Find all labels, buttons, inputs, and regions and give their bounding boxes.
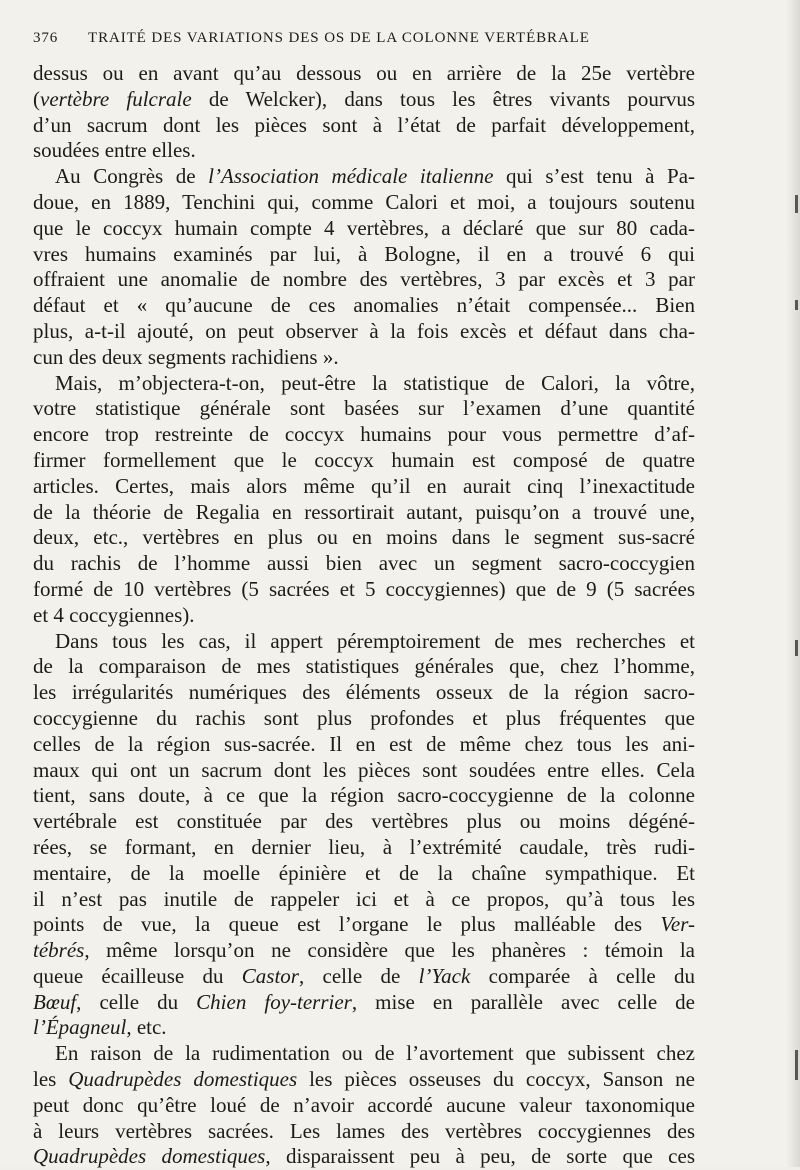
text-line: formé de 10 vertèbres (5 sacrées et 5 coccygiennes) que de 9 (5 sacrées	[33, 576, 695, 601]
paragraph-start-line: En raison de la rudimentation ou de l’avortement que subissent chez	[55, 1041, 695, 1066]
paragraph-start-line: Dans tous les cas, il appert péremptoirement de mes recherches et	[55, 628, 695, 653]
running-header	[33, 30, 743, 50]
text-line: offraient une anomalie de nombre des vertèbres, 3 par excès et 3 par	[33, 267, 695, 292]
text-line: du rachis de l’homme aussi bien avec un segment sacro-coccygien	[33, 551, 695, 576]
text-line: queue écailleuse du Castor, celle de l’Yack comparée à celle du	[33, 963, 696, 988]
text-line: de la comparaison de mes statistiques générales que, chez l’homme,	[33, 654, 695, 679]
text-line: deux, etc., vertèbres en plus ou en moins dans le segment sus-sacré	[33, 525, 695, 550]
page-edge-mark	[795, 300, 798, 310]
text-line: firmer formellement que le coccyx humain est composé de quatre	[33, 447, 695, 472]
text-line: articles. Certes, mais alors même qu’il en aurait cinq l’inexactitude	[33, 473, 695, 498]
text-line: dessus ou en avant qu’au dessous ou en arrière de la 25e vertèbre	[33, 61, 695, 85]
text-line: rées, se formant, en dernier lieu, à l’extrémité caudale, très rudi-	[33, 834, 695, 859]
text-line: tébrés, même lorsqu’on ne considère que les phanères : témoin la	[33, 938, 695, 963]
page-edge-mark	[795, 195, 798, 213]
page-edge-shadow	[786, 0, 800, 1167]
text-line: les irrégularités numériques des éléments osseux de la région sacro-	[33, 680, 695, 705]
paragraph-start-line: Mais, m’objectera-t-on, peut-être la statistique de Calori, la vôtre,	[55, 370, 695, 395]
page-number: 376	[33, 30, 59, 46]
text-line: celles de la région sus-sacrée. Il en est de même chez tous les ani-	[33, 731, 695, 756]
text-line: Bœuf, celle du Chien foy-terrier, mise en parallèle avec celle de	[33, 989, 696, 1014]
page-edge-mark	[795, 640, 798, 656]
text-line: points de vue, la queue est l’organe le plus malléable des Ver-	[33, 912, 695, 937]
text-line: d’un sacrum dont les pièces sont à l’état de parfait développement,	[33, 112, 695, 137]
text-line: votre statistique générale sont basées sur l’examen d’une quantité	[33, 396, 695, 421]
paragraph-end-line: soudées entre elles.	[33, 138, 196, 163]
text-line: défaut et « qu’aucune de ces anomalies n’était compensée... Bien	[33, 293, 695, 318]
text-line: doue, en 1889, Tenchini qui, comme Calori et moi, a toujours soutenu	[33, 189, 695, 214]
text-line: que le coccyx humain compte 4 vertèbres, a déclaré que sur 80 cada-	[33, 215, 695, 240]
text-line: vertébrale est constituée par des vertèbres plus ou moins dégéné-	[33, 809, 695, 834]
paragraph-end-line: et 4 coccygiennes).	[33, 602, 195, 627]
running-title: TRAITÉ DES VARIATIONS DES OS DE LA COLONNE VERTÉBRALE	[88, 30, 590, 46]
page-edge-mark	[795, 1050, 798, 1080]
text-body	[33, 61, 695, 1170]
text-line: maux qui ont un sacrum dont les pièces sont soudées entre elles. Cela	[33, 757, 695, 782]
text-line: les Quadrupèdes domestiques les pièces osseuses du coccyx, Sanson ne	[33, 1067, 695, 1092]
text-line: Quadrupèdes domestiques, disparaissent peu à peu, de sorte que ces	[33, 1144, 695, 1169]
text-line: peut donc qu’être loué de n’avoir accordé aucune valeur taxonomique	[33, 1092, 695, 1117]
text-line: encore trop restreinte de coccyx humains pour vous permettre d’af-	[33, 422, 695, 447]
text-line: vres humains examinés par lui, à Bologne, il en a trouvé 6 qui	[33, 241, 695, 266]
text-line: il n’est pas inutile de rappeler ici et à ce propos, qu’à tous les	[33, 886, 695, 911]
paragraph-end-line: cun des deux segments rachidiens ».	[33, 344, 339, 369]
text-line: plus, a-t-il ajouté, on peut observer à la fois excès et défaut dans cha-	[33, 318, 695, 343]
text-line: de la théorie de Regalia en ressortirait autant, puisqu’on a trouvé une,	[33, 499, 695, 524]
text-line: à leurs vertèbres sacrées. Les lames des vertèbres coccygiennes des	[33, 1118, 695, 1143]
text-line: mentaire, de la moelle épinière et de la chaîne sympathique. Et	[33, 860, 695, 885]
paragraph-end-line: l’Épagneul, etc.	[33, 1015, 167, 1040]
paragraph-start-line: Au Congrès de l’Association médicale italienne qui s’est tenu à Pa-	[55, 164, 696, 189]
text-line: tient, sans doute, à ce que la région sacro-coccygienne de la colonne	[33, 783, 695, 808]
text-line: (vertèbre fulcrale de Welcker), dans tous les êtres vivants pourvus	[33, 86, 695, 111]
text-line: coccygienne du rachis sont plus profondes et plus fréquentes que	[33, 705, 695, 730]
